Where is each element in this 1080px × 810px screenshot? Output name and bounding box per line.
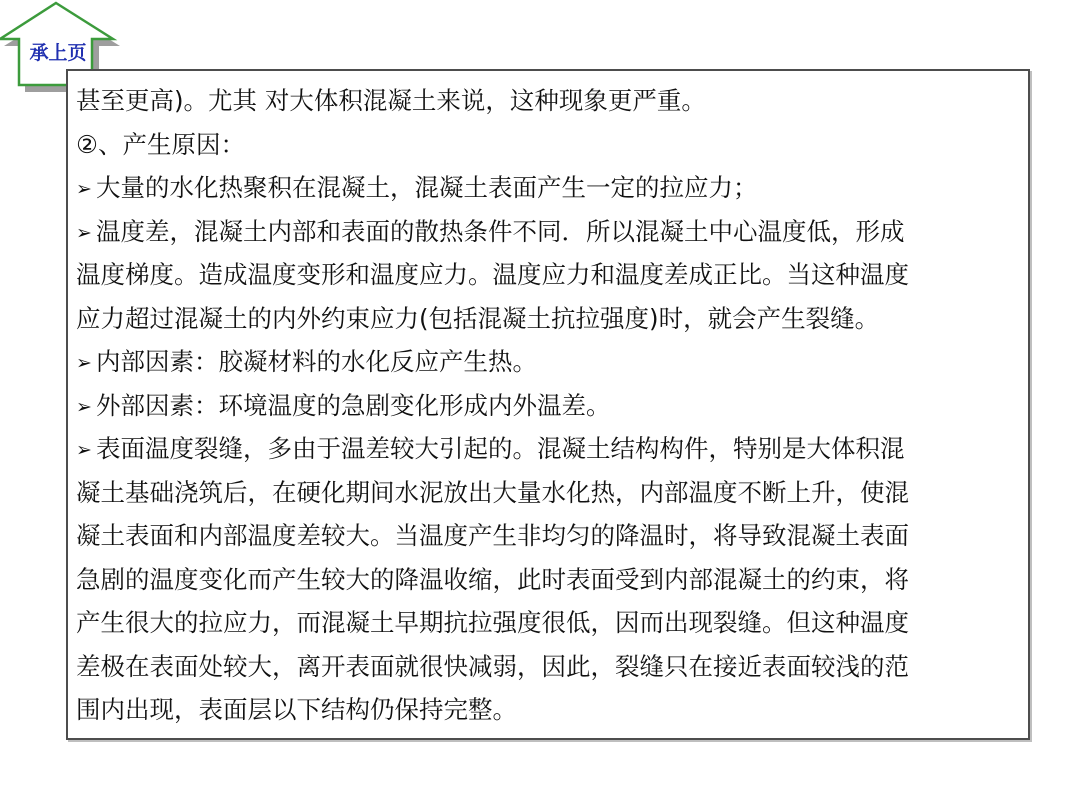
line-text: 围内出现，表面层以下结构仍保持完整。 xyxy=(76,695,517,724)
text-line xyxy=(76,695,517,725)
text-line xyxy=(76,521,909,551)
line-text: ②、产生原因： xyxy=(76,129,245,159)
line-text: 表面温度裂缝，多由于温差较大引起的。混凝土结构构件，特别是大体积混 xyxy=(96,434,905,463)
text-line xyxy=(76,260,909,290)
text-line xyxy=(76,652,909,682)
bullet-line xyxy=(76,173,758,204)
arrow-bullet-icon: ➢ xyxy=(76,439,92,461)
continued-label: 承上页 xyxy=(29,42,87,64)
line-text: 温度差，混凝土内部和表面的散热条件不同．所以混凝土中心温度低，形成 xyxy=(96,216,905,246)
line-text: 温度梯度。造成温度变形和温度应力。温度应力和温度差成正比。当这种温度 xyxy=(76,260,909,289)
text-line xyxy=(76,86,706,116)
text-line xyxy=(76,478,909,508)
line-text: 大量的水化热聚积在混凝土，混凝土表面产生一定的拉应力； xyxy=(96,173,758,202)
bullet-line xyxy=(76,434,905,465)
bullet-line xyxy=(76,391,611,422)
text-line xyxy=(76,304,879,334)
arrow-bullet-icon: ➢ xyxy=(76,221,92,244)
text-line xyxy=(76,130,245,160)
arrow-bullet-icon: ➢ xyxy=(76,178,92,200)
line-text: 凝土表面和内部温度差较大。当温度产生非均匀的降温时，将导致混凝土表面 xyxy=(76,521,909,550)
arrow-bullet-icon: ➢ xyxy=(76,352,92,374)
line-text: 应力超过混凝土的内外约束应力(包括混凝土抗拉强度)时，就会产生裂缝。 xyxy=(76,303,880,333)
line-text: 内部因素：胶凝材料的水化反应产生热。 xyxy=(96,347,537,376)
line-text: 外部因素：环境温度的急剧变化形成内外温差。 xyxy=(96,390,611,420)
arrow-bullet-icon: ➢ xyxy=(76,395,92,418)
line-text: 差极在表面处较大，离开表面就很快减弱，因此，裂缝只在接近表面较浅的范 xyxy=(76,651,909,681)
line-text: 急剧的温度变化而产生较大的降温收缩，此时表面受到内部混凝土的约束，将 xyxy=(76,564,909,594)
text-line xyxy=(76,608,909,638)
line-text: 产生很大的拉应力，而混凝土早期抗拉强度很低，因而出现裂缝。但这种温度 xyxy=(76,608,909,637)
bullet-line xyxy=(76,217,905,248)
line-text: 凝土基础浇筑后，在硬化期间水泥放出大量水化热，内部温度不断上升，使混 xyxy=(76,477,909,507)
text-line xyxy=(76,565,909,595)
bullet-line xyxy=(76,347,537,378)
line-text: 甚至更高)。尤其 对大体积混凝土来说，这种现象更严重。 xyxy=(76,86,706,115)
